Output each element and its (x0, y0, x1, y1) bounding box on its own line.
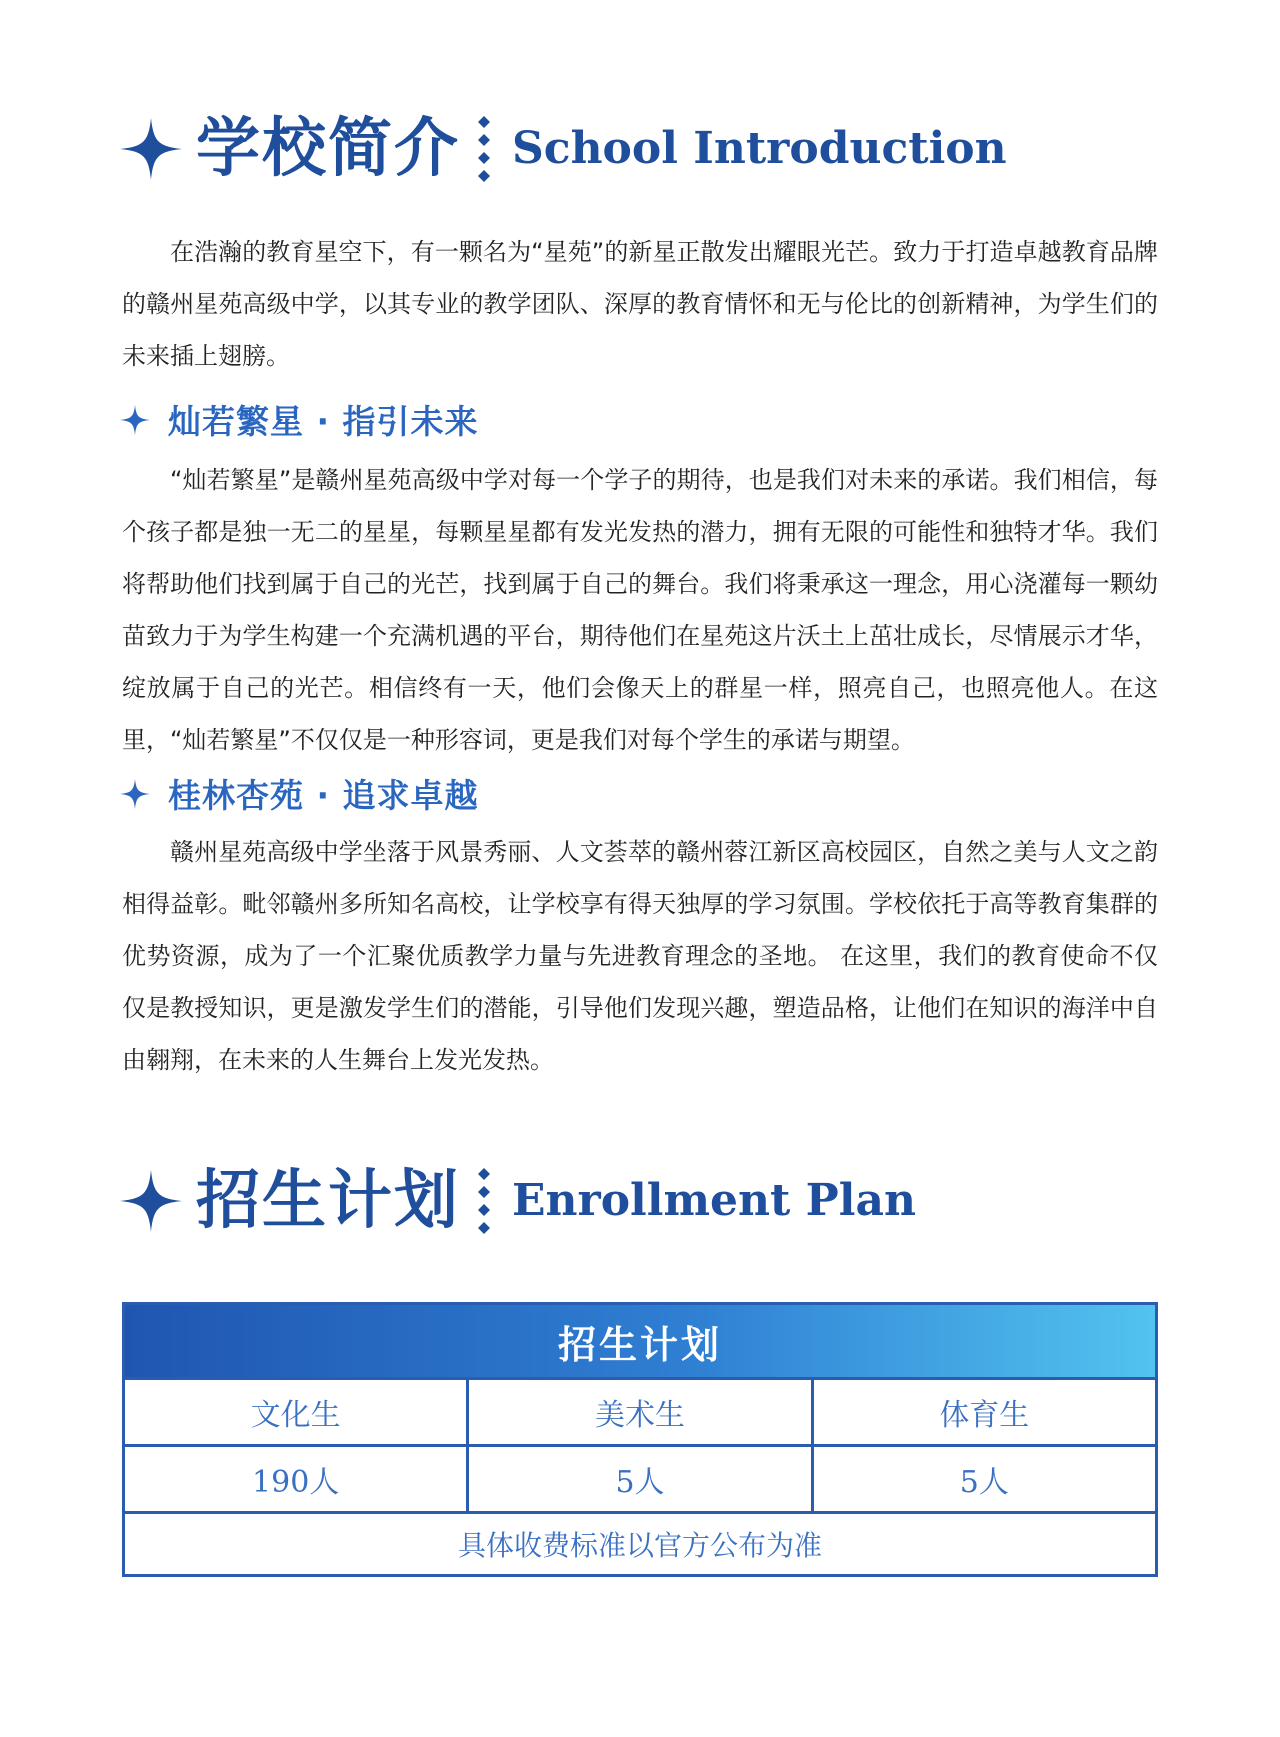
intro-heading (120, 111, 1007, 186)
table-column-header: 体育生 (811, 1380, 1155, 1444)
intro-paragraph: 在浩瀚的教育星空下，有一颗名为“星苑”的新星正散发出耀眼光芒。致力于打造卓越教育品牌的赣州星苑高级中学，以其专业的教学团队、深厚的教育情怀和无与伦比的创新精神，为学生们的未来插上翅膀。 (122, 238, 1158, 370)
table-header-row (125, 1377, 1155, 1444)
intro-title-en: School Introduction (512, 123, 1007, 174)
section1-heading-text: 灿若繁星 · 指引未来 (168, 402, 479, 441)
diamond-dots-icon (474, 116, 494, 182)
enrollment-table (122, 1302, 1158, 1577)
table-cell: 5人 (466, 1447, 810, 1511)
table-note: 具体收费标准以官方公布为准 (125, 1511, 1155, 1574)
enrollment-title-en: Enrollment Plan (512, 1175, 916, 1226)
section1-paragraph: “灿若繁星”是赣州星苑高级中学对每一个学子的期待，也是我们对未来的承诺。我们相信，每个孩子都是独一无二的星星，每颗星星都有发光发热的潜力，拥有无限的可能性和独特才华。我们将帮助他们找到属于自己的光芒，找到属于自己的舞台。我们将秉承这一理念，用心浇灌每一颗幼苗致力于为学生构建一个充满机遇的平台，期待他们在星苑这片沃土上茁壮成长，尽情展示才华，绽放属于自己的光芒。相信终有一天，他们会像天上的群星一样，照亮自己，也照亮他人。在这里，“灿若繁星”不仅仅是一种形容词，更是我们对每个学生的承诺与期望。 (122, 466, 1158, 754)
diamond-dots-icon (474, 1168, 494, 1234)
table-column-header: 美术生 (466, 1380, 810, 1444)
four-point-star-icon (120, 1170, 182, 1232)
table-title: 招生计划 (125, 1305, 1155, 1377)
intro-title-cn: 学校简介 (196, 111, 460, 186)
four-point-star-icon (120, 405, 150, 435)
section2-heading-text: 桂林杏苑 · 追求卓越 (168, 776, 479, 815)
four-point-star-icon (120, 118, 182, 180)
table-cell: 190人 (252, 1465, 340, 1500)
table-row (125, 1444, 1155, 1511)
section1-heading (120, 396, 479, 443)
enrollment-heading (120, 1163, 916, 1238)
section2-paragraph: 赣州星苑高级中学坐落于风景秀丽、人文荟萃的赣州蓉江新区高校园区，自然之美与人文之韵相得益彰。毗邻赣州多所知名高校，让学校享有得天独厚的学习氛围。学校依托于高等教育集群的优势资源，成为了一个汇聚优质教学力量与先进教育理念的圣地。 在这里，我们的教育使命不仅仅是教授知识，更是激发学生们的潜能，引导他们发现兴趣，塑造品格，让他们在知识的海洋中自由翱翔，在未来的人生舞台上发光发热。 (122, 838, 1158, 1074)
table-cell: 5人 (811, 1447, 1155, 1511)
section2-heading (120, 770, 479, 817)
enrollment-title-cn: 招生计划 (196, 1163, 460, 1238)
table-column-header: 文化生 (250, 1398, 341, 1433)
four-point-star-icon (120, 779, 150, 809)
